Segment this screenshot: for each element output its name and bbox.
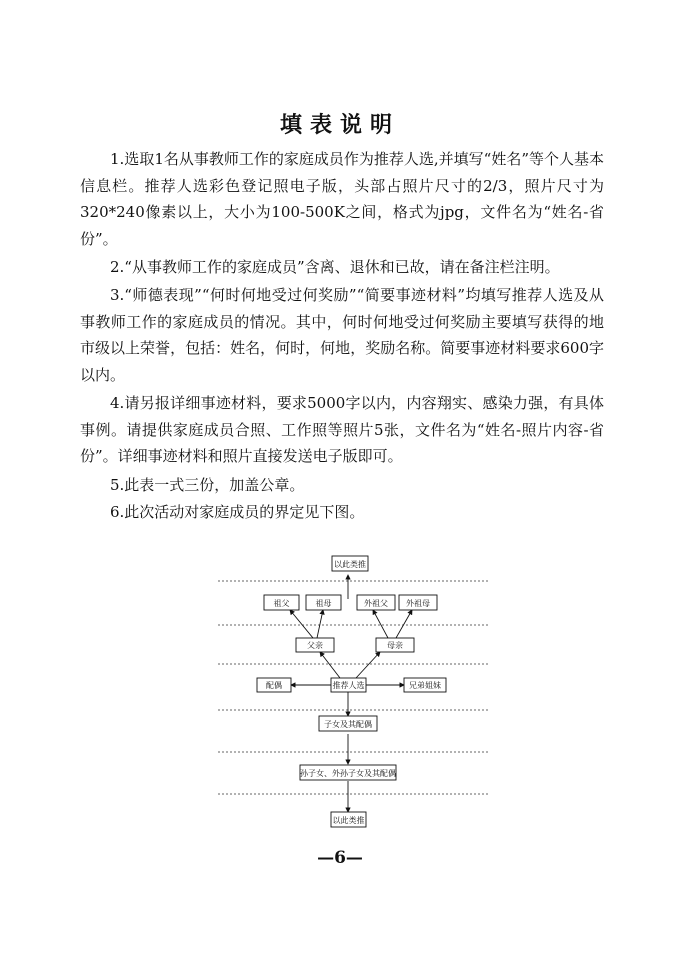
grandmother-label: 祖母 — [315, 599, 332, 608]
children-label: 子女及其配偶 — [324, 720, 372, 729]
page-title: 填表说明 — [279, 112, 400, 138]
instruction-6: 6.此次活动对家庭成员的界定见下图。 — [110, 503, 365, 521]
top-etc-label: 以此类推 — [334, 560, 366, 569]
siblings-label: 兄弟姐妹 — [409, 681, 441, 690]
grandfather-label: 祖父 — [273, 599, 290, 608]
instruction-2: 2.“从事教师工作的家庭成员”含离、退休和已故，请在备注栏注明。 — [110, 258, 560, 276]
instruction-3: 3.“师德表现”“何时何地受过何奖励”“简要事迹材料”均填写推荐人选及从事教师工作的家庭成员的情况。其中，何时何地受过何奖励主要填写获得的地市级以上荣誉，包括：姓名，何时，何地，奖励名称。简要事迹材料要求600字以内。 — [80, 286, 604, 384]
candidate-label: 推荐人选 — [332, 681, 365, 690]
maternal-grandfather-label: 外祖父 — [364, 599, 388, 608]
bottom-etc-label: 以此类推 — [332, 816, 365, 825]
father-label: 父亲 — [307, 641, 323, 650]
maternal-grandmother-label: 外祖母 — [406, 599, 430, 608]
spouse-label: 配偶 — [266, 681, 282, 690]
family-member-diagram — [200, 548, 500, 838]
instruction-1: 1.选取1名从事教师工作的家庭成员作为推荐人选,并填写“姓名”等个人基本信息栏。推荐人选彩色登记照电子版，头部占照片尺寸的2/3，照片尺寸为320*240像素以上，大小为100-500K之间，格式为jpg，文件名为“姓名-省份”。 — [80, 150, 604, 248]
page-number: —6— — [317, 848, 363, 868]
grandchildren-label: 孙子女、外孙子女及其配偶 — [300, 769, 396, 778]
instruction-4: 4.请另报详细事迹材料，要求5000字以内，内容翔实、感染力强，有具体事例。请提供家庭成员合照、工作照等照片5张，文件名为“姓名-照片内容-省份”。详细事迹材料和照片直接发送电子版即可。 — [80, 394, 604, 465]
instruction-5: 5.此表一式三份，加盖公章。 — [110, 476, 305, 494]
diagram-boxes — [257, 556, 446, 827]
mother-label: 母亲 — [387, 641, 403, 650]
